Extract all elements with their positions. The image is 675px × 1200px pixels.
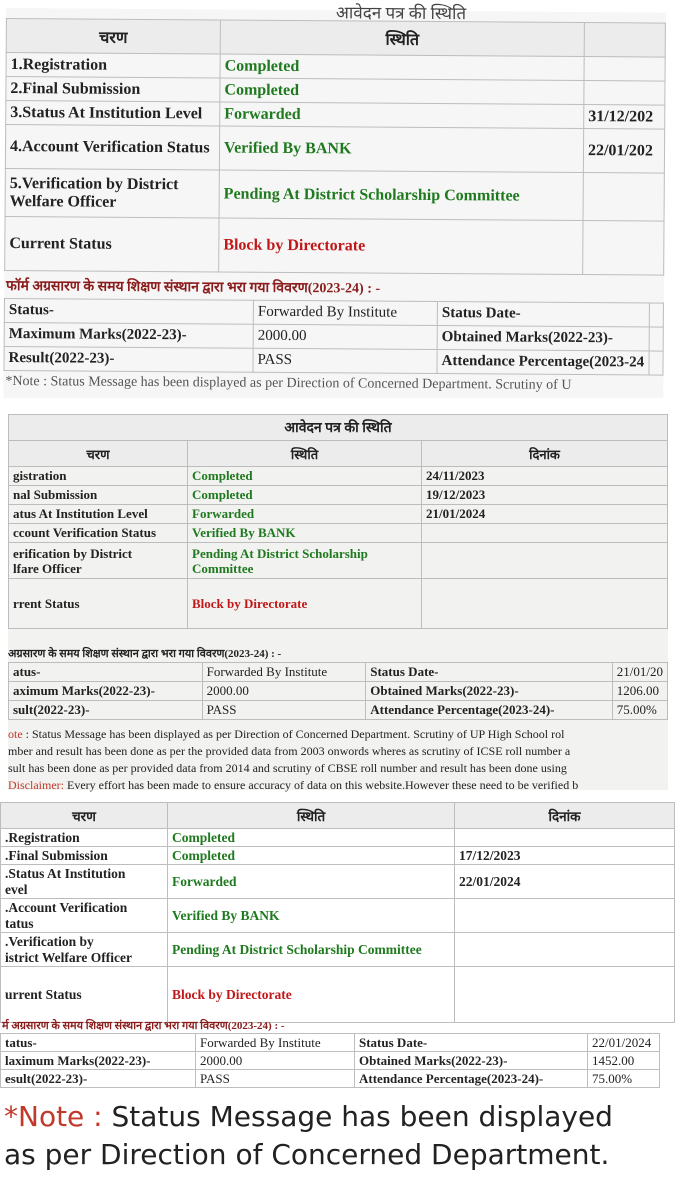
s3-note bbox=[4, 1098, 674, 1174]
s2-step-date: 19/12/2023 bbox=[422, 486, 668, 505]
s2-step-label: ccount Verification Status bbox=[9, 524, 188, 543]
s1-max-value: 2000.00 bbox=[253, 324, 437, 349]
s1-current-status-empty bbox=[583, 221, 664, 276]
s2-step-label: nal Submission bbox=[9, 486, 188, 505]
s2-obt-value: 1206.00 bbox=[612, 682, 667, 701]
s2-step-label: atus At Institution Level bbox=[9, 505, 188, 524]
s1-status-label: Status- bbox=[4, 298, 253, 324]
s3-step-label: .Verification by istrict Welfare Officer bbox=[1, 933, 168, 967]
s2-max-label: aximum Marks(2022-23)- bbox=[9, 682, 203, 701]
s2-result-label: sult(2022-23)- bbox=[9, 701, 203, 720]
s1-status-date-value bbox=[649, 303, 664, 327]
s3-step-label: .Final Submission bbox=[1, 847, 168, 865]
s3-result-value: PASS bbox=[196, 1070, 355, 1088]
s2-result-value: PASS bbox=[202, 701, 366, 720]
s1-subheading: फॉर्म अग्रसारण के समय शिक्षण संस्थान द्वारा भरा गया विवरण(2023-24) : - bbox=[6, 279, 381, 297]
s3-obt-label: Obtained Marks(2022-23)- bbox=[355, 1052, 588, 1070]
s2-status-date-label: Status Date- bbox=[366, 663, 613, 682]
s3-status-value: Forwarded By Institute bbox=[196, 1034, 355, 1052]
s2-current-status-value: Block by Directorate bbox=[188, 579, 422, 629]
s2-head-date: दिनांक bbox=[422, 441, 668, 467]
s1-step-date: 22/01/202 bbox=[583, 129, 664, 174]
s3-att-label: Attendance Percentage(2023-24)- bbox=[355, 1070, 588, 1088]
s3-max-value: 2000.00 bbox=[196, 1052, 355, 1070]
s2-disclaimer-label: Disclaimer: bbox=[8, 778, 64, 792]
s2-head-status: स्थिति bbox=[188, 441, 422, 467]
s3-note-line-2: as per Direction of Concerned Department. bbox=[4, 1138, 610, 1171]
s2-step-status: Completed bbox=[188, 486, 422, 505]
s3-step-date bbox=[455, 899, 675, 933]
s2-status-table bbox=[8, 414, 668, 629]
s1-current-status-value: Block by Directorate bbox=[219, 218, 583, 275]
s3-head-status: स्थिति bbox=[168, 803, 455, 829]
s2-step-date bbox=[422, 524, 668, 543]
s2-step-date: 21/01/2024 bbox=[422, 505, 668, 524]
s3-head-date: दिनांक bbox=[455, 803, 675, 829]
s2-subheading: अग्रसारण के समय शिक्षण संस्थान द्वारा भरा गया विवरण(2023-24) : - bbox=[8, 648, 282, 660]
s3-step-status: Pending At District Scholarship Committee bbox=[168, 933, 455, 967]
s1-step-label: 5.Verification by District Welfare Officer bbox=[5, 168, 219, 217]
screenshot-2-page bbox=[8, 414, 668, 790]
s1-att-label: Attendance Percentage(2023-24 bbox=[437, 350, 649, 375]
s3-status-label: tatus- bbox=[1, 1034, 196, 1052]
s2-step-status: Verified By BANK bbox=[188, 524, 422, 543]
s1-step-label: 3.Status At Institution Level bbox=[6, 101, 220, 126]
s3-details-table bbox=[0, 1033, 660, 1088]
s2-step-date bbox=[422, 543, 668, 579]
s3-step-status: Completed bbox=[168, 829, 455, 847]
s3-status-date-label: Status Date- bbox=[355, 1034, 588, 1052]
s1-details-table bbox=[3, 298, 663, 376]
s2-note-line-2: mber and result has been done as per the provided data from 2003 onwords wheres as scrutiny of ICSE roll number a bbox=[8, 744, 571, 758]
s3-head-step: चरण bbox=[1, 803, 168, 829]
s3-status-table bbox=[0, 802, 675, 1023]
s2-disclaimer bbox=[8, 777, 668, 793]
s3-obt-value: 1452.00 bbox=[588, 1052, 660, 1070]
s1-step-date bbox=[583, 173, 664, 222]
s2-current-status-label: rrent Status bbox=[9, 579, 188, 629]
s1-step-status: Completed bbox=[220, 78, 584, 105]
s2-att-label: Attendance Percentage(2023-24)- bbox=[366, 701, 613, 720]
s1-head-status: स्थिति bbox=[220, 20, 584, 57]
screenshot-1 bbox=[0, 0, 675, 398]
s3-note-label: *Note : bbox=[4, 1100, 103, 1133]
s1-result-value: PASS bbox=[253, 348, 437, 373]
s3-step-date bbox=[455, 829, 675, 847]
s2-disclaimer-text: Every effort has been made to ensure accuracy of data on this website.However these need to be verified b bbox=[66, 778, 579, 792]
s1-obt-label: Obtained Marks(2022-23)- bbox=[437, 326, 649, 351]
s1-status-value: Forwarded By Institute bbox=[253, 300, 437, 325]
s1-step-status: Completed bbox=[220, 54, 584, 81]
s2-status-label: atus- bbox=[9, 663, 203, 682]
s1-head-step: चरण bbox=[6, 19, 220, 54]
s3-current-status-empty bbox=[455, 967, 675, 1023]
s2-title: आवेदन पत्र की स्थिति bbox=[9, 415, 668, 441]
s3-note-text-1: Status Message has been displayed bbox=[102, 1100, 613, 1133]
s3-status-date-value: 22/01/2024 bbox=[588, 1034, 660, 1052]
s3-step-label: .Account Verification tatus bbox=[1, 899, 168, 933]
s1-step-status: Verified By BANK bbox=[219, 126, 583, 173]
screenshot-2 bbox=[0, 408, 675, 793]
s2-status-date-value: 21/01/20 bbox=[612, 663, 667, 682]
s2-note-text-1: : Status Message has been displayed as per Direction of Concerned Department. Scrutiny of UP High School rol bbox=[25, 727, 565, 741]
s2-note bbox=[8, 726, 668, 793]
screenshot-3 bbox=[0, 800, 675, 1200]
s2-obt-label: Obtained Marks(2022-23)- bbox=[366, 682, 613, 701]
s2-note-line-1 bbox=[8, 726, 668, 743]
s2-step-status: Completed bbox=[188, 467, 422, 486]
s1-step-label: 4.Account Verification Status bbox=[5, 125, 219, 170]
s1-status-date-label: Status Date- bbox=[437, 302, 649, 327]
s3-step-label: .Registration bbox=[1, 829, 168, 847]
s1-step-date bbox=[584, 57, 665, 82]
s3-subheading: र्म अग्रसारण के समय शिक्षण संस्थान द्वारा भरा गया विवरण(2023-24) : - bbox=[2, 1020, 285, 1032]
s1-step-status: Pending At District Scholarship Committee bbox=[219, 170, 583, 221]
s3-current-status-value: Block by Directorate bbox=[168, 967, 455, 1023]
s1-title: आवेदन पत्र की स्थिति bbox=[335, 3, 467, 24]
s2-head-step: चरण bbox=[9, 441, 188, 467]
s3-step-status: Forwarded bbox=[168, 865, 455, 899]
s2-att-value: 75.00% bbox=[612, 701, 667, 720]
s1-obt-value bbox=[649, 327, 664, 351]
s1-status-table bbox=[4, 18, 666, 276]
s2-max-value: 2000.00 bbox=[202, 682, 366, 701]
s2-step-date: 24/11/2023 bbox=[422, 467, 668, 486]
s1-step-label: 2.Final Submission bbox=[6, 77, 220, 102]
screenshot-1-page bbox=[3, 3, 666, 398]
s3-current-status-label: urrent Status bbox=[1, 967, 168, 1023]
s1-att-value bbox=[649, 351, 664, 375]
s2-current-status-empty bbox=[422, 579, 668, 629]
s3-step-label: .Status At Institution evel bbox=[1, 865, 168, 899]
s1-head-date bbox=[584, 23, 665, 58]
s3-step-date: 17/12/2023 bbox=[455, 847, 675, 865]
s1-step-date: 31/12/202 bbox=[584, 105, 665, 130]
s2-status-value: Forwarded By Institute bbox=[202, 663, 366, 682]
s1-result-label: Result(2022-23)- bbox=[4, 346, 253, 372]
s3-max-label: laximum Marks(2022-23)- bbox=[1, 1052, 196, 1070]
s3-step-status: Verified By BANK bbox=[168, 899, 455, 933]
s2-step-status: Forwarded bbox=[188, 505, 422, 524]
screenshot-3-page bbox=[0, 800, 675, 1200]
s2-note-line-3: sult has been done as per provided data from 2014 and scrutiny of CBSE roll number and result has been done using bbox=[8, 761, 567, 775]
s3-step-status: Completed bbox=[168, 847, 455, 865]
s2-step-label: gistration bbox=[9, 467, 188, 486]
s3-step-date: 22/01/2024 bbox=[455, 865, 675, 899]
s1-note: *Note : Status Message has been displayed as per Direction of Concerned Department. Scrutiny of U bbox=[5, 374, 572, 393]
s1-max-label: Maximum Marks(2022-23)- bbox=[4, 322, 253, 348]
s3-note-line-1 bbox=[4, 1098, 674, 1136]
s1-step-status: Forwarded bbox=[220, 102, 584, 129]
s2-step-status: Pending At District Scholarship Committee bbox=[188, 543, 422, 579]
s3-result-label: esult(2022-23)- bbox=[1, 1070, 196, 1088]
s1-step-label: 1.Registration bbox=[6, 53, 220, 78]
s1-step-date bbox=[584, 81, 665, 106]
s1-current-status-label: Current Status bbox=[5, 216, 219, 271]
s2-details-table bbox=[8, 662, 668, 720]
s2-note-label: ote bbox=[8, 727, 23, 741]
s2-step-label: erification by District lfare Officer bbox=[9, 543, 188, 579]
s3-step-date bbox=[455, 933, 675, 967]
s3-att-value: 75.00% bbox=[588, 1070, 660, 1088]
